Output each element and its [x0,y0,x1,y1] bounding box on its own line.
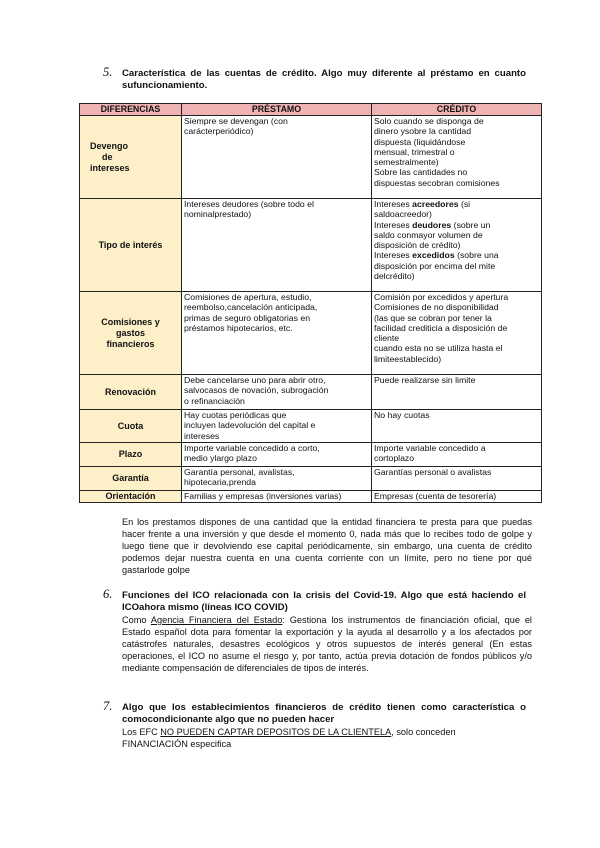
cell-line: cortoplazo [374,453,415,464]
cell-line: Hay cuotas periódicas que [184,410,287,420]
cell-line: cliente [374,333,400,344]
cell-line: semestralmente) [374,157,439,168]
table-header-row [80,104,542,116]
question-6-answer [122,614,532,674]
cell-line: Siempre se devengan (con [184,116,288,126]
answer-line [122,726,532,738]
comparison-table [79,103,542,503]
question-7-title: Algo que los establecimientos financieros de crédito tienen como característica o comocondicionante algo que no pueden hacer [122,702,526,725]
cell-credito-plazo [372,443,542,467]
cell-credito-comisiones [372,292,542,375]
label-line: Devengo [90,140,129,151]
cell-line: incluyen ladevolución del capital e [184,420,316,431]
cell-line: dispuesta (liquidándose [374,136,466,147]
cell-line: disposición de crédito) [374,240,461,251]
table-row-plazo [80,443,542,467]
cell-line: mensual, trimestral o [374,146,455,157]
table-row-garantia [80,467,542,491]
cell-line: Garantías personal o avalistas [374,467,492,477]
question-7 [103,699,526,726]
row-label-renovacion: Renovación [80,375,182,410]
row-label-tipo-interes [80,199,182,292]
cell-credito-renovacion [372,375,542,410]
header-diferencias: DIFERENCIAS [80,104,182,116]
cell-prestamo-orientacion: Familias y empresas (inversiones varias) [182,491,372,503]
label-line: gastos [115,327,145,338]
question-5-title: Característica de las cuentas de crédito. Algo muy diferente al préstamo en cuanto sufuncionamiento. [122,68,526,91]
question-6 [103,587,526,614]
cell-line [374,199,539,209]
cell-line: dispuestas secobran comisiones [374,177,500,188]
cell-line: Debe cancelarse uno para abrir otro, [184,375,326,385]
underlined-text: NO PUEDEN CAPTAR DEPOSITOS DE LA CLIENTELA [160,727,392,737]
cell-line: préstamos hipotecarios, etc. [184,322,293,333]
cell-line: o refinanciación [184,395,245,406]
cell-line: Puede realizarse sin limite [374,375,476,385]
question-5-number: 5. [103,65,113,79]
cell-line: reembolso,cancelación anticipada, [184,302,318,313]
cell-credito-devengo [372,116,542,199]
cell-line: intereses [184,430,220,441]
cell-line: saldo conmayor volumen de [374,229,483,240]
cell-line: facilidad crediticia a disposición de [374,322,508,333]
cell-line: delcrédito) [374,271,415,282]
cell-line: cuando esta no se utiliza hasta el [374,343,503,354]
cell-line: saldoacreedor) [374,209,432,220]
table-row-devengo [80,116,542,199]
text-run: Intereses [374,250,413,261]
cell-line: dinero ysobre la cantidad [374,126,472,137]
cell-line: Comisión por excedidos y apertura [374,292,509,302]
cell-line [374,250,539,260]
row-label-plazo: Plazo [80,443,182,467]
cell-line: primas de seguro obligatorias en [184,312,311,323]
cell-credito-cuota [372,410,542,443]
header-credito: CRÉDITO [372,104,542,116]
text-run: (sobre una [454,250,499,261]
cell-line: Intereses deudores (sobre todo el [184,199,314,209]
table-row-tipo-interes [80,199,542,292]
label-line: intereses [90,162,130,173]
label-line: Tipo de interés [98,239,163,250]
cell-line: salvocasos de novación, subrogación [184,385,329,396]
label-line: Comisiones y [101,316,160,327]
cell-line: medio ylargo plazo [184,453,257,464]
cell-line: limiteestablecido) [374,353,442,364]
cell-line [374,220,539,230]
cell-credito-orientacion: Empresas (cuenta de tesorería) [372,491,542,503]
text-run: : Gestiona los instrumentos de financiación oficial, que el Estado español dota para fomentar la exportación y la ayuda al desarrollo y a los afectados por catástrofes naturales, desastres ecológicos y otros supuestos de interés general (En estas operaciones, el ICO no asume el riesgo y, por tanto, actúa previa dotación de fondos públicos y/o mediante compensación de diferenciales de tipos de interés. [122,615,532,673]
row-label-cuota: Cuota [80,410,182,443]
table-row-renovacion [80,375,542,410]
cell-credito-tipo-interes [372,199,542,292]
cell-line: carácterperiódico) [184,126,254,137]
header-prestamo: PRÉSTAMO [182,104,372,116]
label-line: de [102,151,113,162]
cell-line: Importe variable concedido a corto, [184,443,320,453]
cell-line: disposición por encima del mite [374,260,496,271]
text-run: Intereses [374,219,413,230]
cell-line: nominalprestado) [184,209,252,220]
text-run: , solo conceden [391,727,456,737]
text-run: Los EFC [122,727,161,737]
question-6-title: Funciones del ICO relacionada con la crisis del Covid-19. Algo que está haciendo el ICOahora mismo (líneas ICO COVID) [122,590,526,613]
cell-line: Sobre las cantidades no [374,167,468,178]
cell-prestamo-cuota [182,410,372,443]
row-label-orientacion: Orientación [80,491,182,503]
question-7-number: 7. [103,699,113,713]
row-label-devengo [80,116,182,199]
cell-prestamo-garantia [182,467,372,491]
cell-line: Comisiones de no disponibilidad [374,302,499,313]
cell-line: Solo cuando se disponga de [374,116,484,126]
cell-line: Comisiones de apertura, estudio, [184,292,312,302]
bold-term: acreedores [412,199,459,209]
text-run: (sobre un [451,219,491,230]
table-row-comisiones [80,292,542,375]
question-7-answer [122,726,532,750]
text-run: Como [122,615,151,625]
cell-credito-garantia [372,467,542,491]
cell-line: (las que se cobran por tener la [374,312,492,323]
agencia-financiera-link[interactable]: Agencia Financiera del Estado [150,615,283,625]
row-label-comisiones [80,292,182,375]
cell-line: Garantía personal, avalistas, [184,467,295,477]
cell-line: No hay cuotas [374,410,430,420]
text-run: (si [458,199,471,209]
cell-line: hipotecaria,prenda [184,477,256,488]
bold-term: excedidos [412,250,455,261]
table-row-cuota [80,410,542,443]
table-row-orientacion [80,491,542,503]
cell-prestamo-comisiones [182,292,372,375]
cell-prestamo-plazo [182,443,372,467]
cell-prestamo-devengo [182,116,372,199]
prestamo-vs-credito-paragraph: En los prestamos dispones de una cantidad que la entidad financiera te presta para que puedas hacer frente a una inversión y que desde el momento 0, nada más que lo recibes todo de golpe y luego tiene que ir devolviendo ese capital periódicamente, sin embargo, una cuenta de crédito podemos dejar nuestra cuenta en una cuenta corriente con un límite, pero no tiene por qué gastarlode golpe [122,517,532,575]
cell-prestamo-tipo-interes [182,199,372,292]
question-6-number: 6. [103,587,113,601]
text-run: Intereses [374,199,413,209]
bold-term: deudores [412,219,452,230]
row-label-garantia: Garantía [80,467,182,491]
question-5 [103,65,526,92]
cell-prestamo-renovacion [182,375,372,410]
cell-line: Importe variable concedido a [374,443,486,453]
answer-line: FINANCIACIÓN especifica [122,739,232,749]
label-line: financieros [106,338,155,349]
